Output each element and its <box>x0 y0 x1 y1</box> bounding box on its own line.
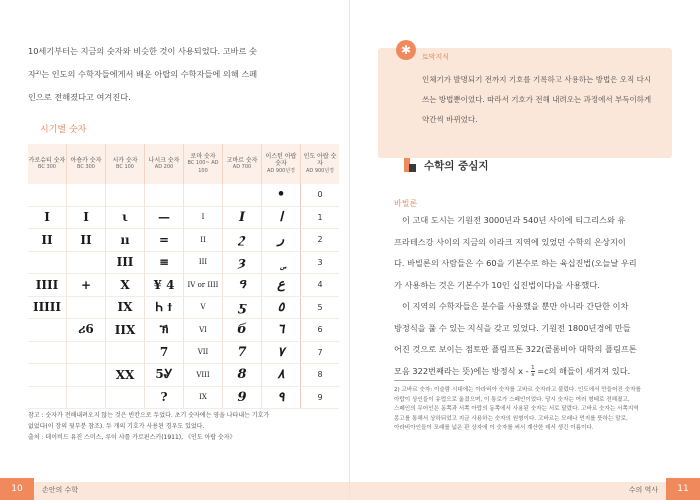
numeral-cell-ashoka <box>67 386 106 409</box>
column-header: 나시크 숫자 AD 200 <box>145 144 184 184</box>
body-line: 가 사용하는 것은 기본수가 10인 십진법이다)을 사용했다. <box>394 279 600 290</box>
numeral-cell-eastern <box>262 251 301 274</box>
body-line: 프라테스강 사이의 지금의 이라크 지역에 있었던 수학의 온상지이 <box>394 236 626 247</box>
right-page <box>350 0 700 500</box>
note-line: 없었다(이 장의 뒷부분 참조). 두 개의 기호가 사용된 경우도 있었다. <box>28 423 205 430</box>
table-row <box>28 206 339 229</box>
numeral-cell-arabic: 3 <box>301 251 340 274</box>
numeral-cell-eastern: • <box>262 184 301 206</box>
intro-line: 인으로 전해졌다고 여겨진다. <box>28 92 131 102</box>
footnote-divider <box>394 380 464 381</box>
column-header: 카로슈티 숫자 BC 300 <box>28 144 67 184</box>
numeral-cell-kharosthi <box>28 184 67 206</box>
numeral-cell-shaka: IX <box>106 296 145 319</box>
equation-suffix: =c의 해들이 새겨져 있다. <box>537 365 631 376</box>
tip-box-text <box>422 70 662 130</box>
numeral-cell-nasik: ¥ 4 <box>145 274 184 297</box>
numeral-cell-nasik: ? <box>145 386 184 409</box>
table-row <box>28 184 339 206</box>
column-header: 시카 숫자 BC 100 <box>106 144 145 184</box>
numeral-cell-eastern: ا <box>262 206 301 229</box>
right-footer <box>350 466 700 500</box>
footnote <box>394 386 678 434</box>
footnote-line: 스페인의 무어인은 동쪽과 서쪽 아랍의 동쪽에서 사용된 숫자는 서로 달랐다. 고바르 숫자는 서쪽지역 <box>394 406 639 412</box>
numeral-cell-ashoka <box>67 184 106 206</box>
numeral-cell-ashoka: + <box>67 274 106 297</box>
numeral-cell-nasik: 7 <box>145 341 184 364</box>
numeral-cell-eastern: ر <box>262 229 301 252</box>
body-text <box>394 210 676 382</box>
numeral-cell-eastern: ٥ <box>262 296 301 319</box>
numeral-cell-kharosthi <box>28 251 67 274</box>
numeral-cell-arabic: 8 <box>301 364 340 387</box>
numeral-cell-nasik: — <box>145 206 184 229</box>
numeral-cell-shaka <box>106 341 145 364</box>
numeral-cell-arabic: 0 <box>301 184 340 206</box>
left-footer <box>0 466 350 500</box>
numeral-cell-ashoka: I <box>67 206 106 229</box>
numeral-cell-roman: IV or IIII <box>184 274 223 297</box>
numeral-cell-shaka <box>106 184 145 206</box>
footer-title: 수의 역사 <box>628 486 658 494</box>
table-row <box>28 229 339 252</box>
body-line: 방정식을 풀 수 있는 지식을 갖고 있었다. 기원전 1800년경에 만들 <box>394 322 631 333</box>
numeral-cell-nasik: Ꮒ ϯ <box>145 296 184 319</box>
fraction-denominator: x <box>531 371 535 378</box>
tip-line: 쓰는 방법뿐이었다. 따라서 기호가 전해 내려오는 과정에서 부득이하게 <box>422 95 652 104</box>
numeral-cell-gobar: 7 <box>223 341 262 364</box>
page-number: 10 <box>0 478 34 500</box>
footnote-line: 몽고를 통해서 상하되었고 지금 사용하는 숫자의 원형이다. 고바르는 모래나 먼지를 뜻하는 말로, <box>394 415 628 422</box>
tip-box <box>378 43 672 158</box>
column-header: 이스턴 아랍 숫자 AD 900년경 <box>262 144 301 184</box>
numeral-cell-eastern: ٩ <box>262 386 301 409</box>
numeral-cell-nasik: 5Ꮍ <box>145 364 184 387</box>
page-number: 11 <box>666 478 700 500</box>
numeral-cell-nasik <box>145 184 184 206</box>
numeral-cell-eastern: ٧ <box>262 341 301 364</box>
numeral-cell-kharosthi <box>28 364 67 387</box>
numeral-cell-shaka: IIX <box>106 319 145 342</box>
numeral-cell-roman <box>184 184 223 206</box>
numeral-cell-kharosthi <box>28 319 67 342</box>
numeral-cell-kharosthi: IIIII <box>28 296 67 319</box>
body-line: 이 고대 도시는 기원전 3000년과 540년 사이에 티그리스와 유 <box>402 215 626 225</box>
numeral-cell-arabic: 1 <box>301 206 340 229</box>
intro-paragraph <box>28 40 328 109</box>
numeral-cell-eastern: ٨ <box>262 364 301 387</box>
heading-marker-icon <box>404 158 416 172</box>
numeral-cell-roman: IX <box>184 386 223 409</box>
tip-line: 인체기가 발명되기 전까지 기호를 기록하고 사용하는 방법은 오직 다시 <box>422 75 652 84</box>
numeral-cell-arabic: 5 <box>301 296 340 319</box>
numeral-cell-arabic: 4 <box>301 274 340 297</box>
equation-line <box>394 361 676 383</box>
numeral-cell-shaka: X <box>106 274 145 297</box>
section-heading: 수학의 중심지 <box>424 160 489 172</box>
numeral-cell-gobar: I <box>223 206 262 229</box>
intro-line: 자²⁾는 인도의 수학자들에게서 배운 아랍의 수학자들에 의해 스페 <box>28 69 258 79</box>
numeral-cell-arabic: 2 <box>301 229 340 252</box>
table-note <box>28 410 324 443</box>
table-row <box>28 341 339 364</box>
numeral-cell-kharosthi <box>28 386 67 409</box>
numeral-cell-shaka: ıı <box>106 229 145 252</box>
numeral-cell-nasik: ኽ <box>145 319 184 342</box>
footnote-line: 2) 고바르 숫자: 이슬람 시대에는 아라비아 숫자를 고바르 숫자라고 불렀다. 인도에서 만들어진 숫자를 <box>394 387 641 393</box>
footnote-line: 아라비아인들이 모래를 넓은 판 상자에 이 숫자를 써서 계산한 데서 생긴 이름이다. <box>394 425 594 431</box>
numeral-cell-roman: II <box>184 229 223 252</box>
table-row <box>28 386 339 409</box>
numeral-cell-kharosthi <box>28 341 67 364</box>
tip-box-title: 토막지식 <box>422 53 450 61</box>
numeral-cell-roman: VII <box>184 341 223 364</box>
numeral-cell-nasik: ≡ <box>145 251 184 274</box>
numeral-cell-ashoka: ሪ6 <box>67 319 106 342</box>
numeral-table <box>28 144 339 409</box>
footnote-line: 아랍이 상인들이 유럽으로 옮겼으며, 이 통로가 스페인이었다. 당시 숫자는 여러 형태로 전해졌고, <box>394 396 630 403</box>
numeral-cell-ashoka <box>67 364 106 387</box>
numeral-cell-eastern: ٦ <box>262 319 301 342</box>
table-row <box>28 251 339 274</box>
numeral-cell-gobar: б <box>223 319 262 342</box>
numeral-cell-gobar: ƽ <box>223 296 262 319</box>
numeral-cell-shaka: ι <box>106 206 145 229</box>
numeral-cell-shaka: XX <box>106 364 145 387</box>
table-body <box>28 184 339 409</box>
numeral-cell-kharosthi: IIII <box>28 274 67 297</box>
numeral-cell-shaka: III <box>106 251 145 274</box>
equation-prefix: 모음 322번째라는 뜻)에는 방정식 x - <box>394 365 529 376</box>
column-header: 로마 숫자 BC 100~ AD 100 <box>184 144 223 184</box>
fraction <box>531 365 535 378</box>
numeral-cell-shaka <box>106 386 145 409</box>
fraction-numerator: 1 <box>531 364 535 371</box>
body-line: 다. 바빌론의 사람들은 수 60을 기본수로 하는 육십진법(오늘날 우리 <box>394 258 637 268</box>
numeral-cell-gobar <box>223 184 262 206</box>
section-title: 시기별 숫자 <box>40 125 87 135</box>
body-line: 어진 것으로 보이는 점토판 플림프톤 322(콜롬비아 대학의 플림프톤 <box>394 344 637 354</box>
numeral-cell-arabic: 9 <box>301 386 340 409</box>
tip-line: 약간씩 바뀌었다. <box>422 115 478 124</box>
numeral-cell-arabic: 7 <box>301 341 340 364</box>
numeral-cell-gobar: շ <box>223 229 262 252</box>
numeral-cell-nasik: = <box>145 229 184 252</box>
column-header: 아숑카 숫자 BC 300 <box>67 144 106 184</box>
asterisk-icon: ✱ <box>396 40 416 60</box>
table-row <box>28 319 339 342</box>
numeral-cell-roman: VI <box>184 319 223 342</box>
footer-title: 손안의 수학 <box>42 486 79 494</box>
numeral-cell-gobar: ዓ <box>223 274 262 297</box>
table-row <box>28 274 339 297</box>
note-line: 참고 : 숫자가 전해내려오지 않는 것은 빈칸으로 두었다. 초기 숫자에는 영을 나타내는 기호가 <box>28 412 270 419</box>
table-row <box>28 296 339 319</box>
intro-line: 10세기부터는 지금의 숫자와 비슷한 것이 사용되었다. 고바르 숫 <box>28 46 257 56</box>
numeral-cell-ashoka <box>67 341 106 364</box>
numeral-cell-roman: VIII <box>184 364 223 387</box>
table-header-row <box>28 144 339 184</box>
numeral-cell-arabic: 6 <box>301 319 340 342</box>
column-header: 고바르 숫자 AD 700 <box>223 144 262 184</box>
numeral-cell-gobar: ȝ <box>223 251 262 274</box>
numeral-cell-roman: V <box>184 296 223 319</box>
numeral-cell-ashoka: II <box>67 229 106 252</box>
numeral-cell-eastern: ع <box>262 274 301 297</box>
subheading: 바빌론 <box>394 199 418 208</box>
numeral-cell-roman: III <box>184 251 223 274</box>
numeral-cell-kharosthi: I <box>28 206 67 229</box>
numeral-cell-ashoka <box>67 296 106 319</box>
numeral-cell-gobar: 8 <box>223 364 262 387</box>
numeral-cell-gobar: 9 <box>223 386 262 409</box>
numeral-cell-kharosthi: II <box>28 229 67 252</box>
table-row <box>28 364 339 387</box>
numeral-cell-roman: I <box>184 206 223 229</box>
source-line: 출처 : 데이비드 유진 스미스, 루이 샤를 카르핀스키(1911), 《인도 아랍 숫자》 <box>28 434 236 441</box>
body-line: 이 지역의 수학자들은 분수를 사용했을 뿐만 아니라 간단한 이차 <box>402 301 629 311</box>
column-header: 인도 아랍 숫자 AD 900년경 <box>301 144 340 184</box>
numeral-cell-ashoka <box>67 251 106 274</box>
